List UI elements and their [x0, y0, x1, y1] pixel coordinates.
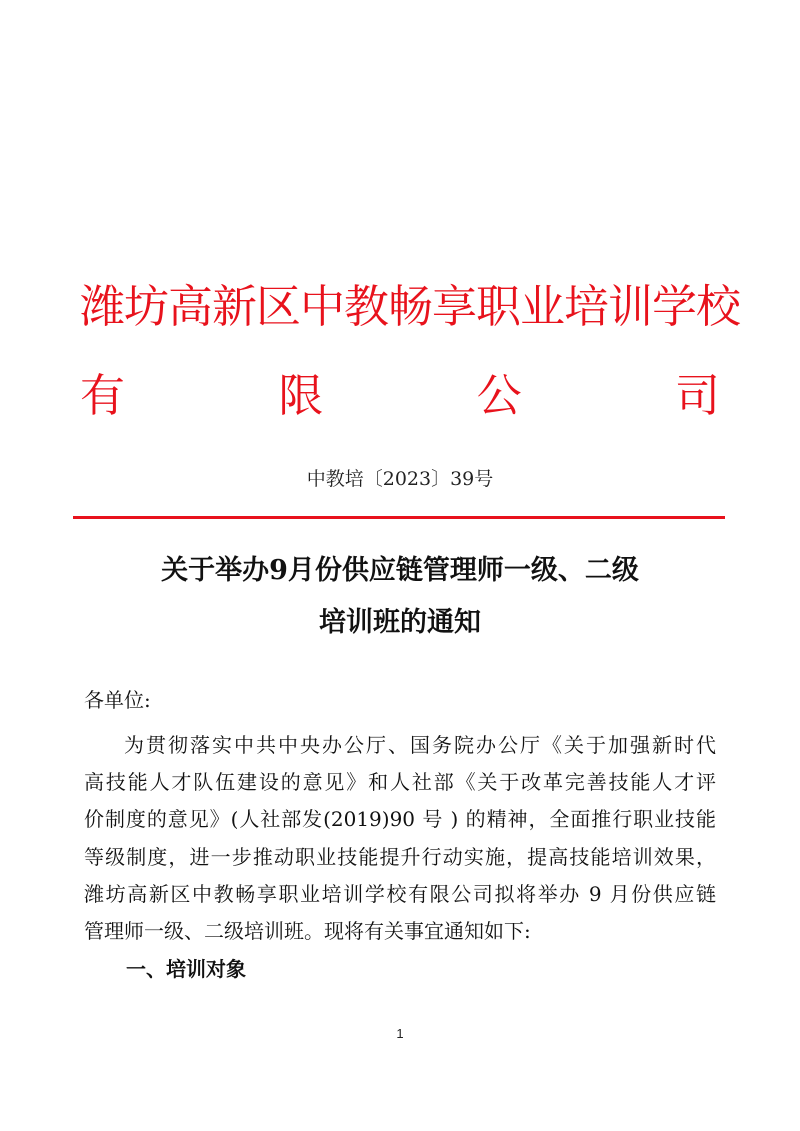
body-line: 价制度的意见》(人社部发(2019)90 号 ) 的精神，全面推行职业技能 — [84, 807, 716, 831]
document-title-line1: 关于举办9月份供应链管理师一级、二级 — [161, 555, 639, 586]
letterhead-char: 限 — [278, 369, 324, 422]
letterhead-org-name-line2 — [80, 367, 720, 427]
body-line: 等级制度，进一步推动职业技能提升行动实施，提高技能培训效果， — [84, 845, 716, 869]
document-title-line2: 培训班的通知 — [319, 607, 481, 638]
document-number: 中教培〔2023〕39号 — [306, 468, 494, 490]
salutation: 各单位: — [84, 688, 151, 712]
body-line: 潍坊高新区中教畅享职业培训学校有限公司拟将举办 9 月份供应链 — [84, 882, 716, 906]
body-line: 管理师一级、二级培训班。现将有关事宜通知如下: — [84, 919, 531, 943]
page-number: 1 — [396, 1026, 404, 1041]
red-divider-rule — [73, 516, 725, 519]
section-heading-training-target: 一、培训对象 — [126, 957, 246, 981]
letterhead-char: 有 — [80, 369, 126, 422]
letterhead-char: 司 — [674, 369, 720, 422]
body-line: 高技能人才队伍建设的意见》和人社部《关于改革完善技能人才评 — [84, 770, 716, 794]
letterhead-org-name-line1: 潍坊高新区中教畅享职业培训学校 — [80, 280, 741, 333]
letterhead-char: 公 — [476, 369, 522, 422]
body-line: 为贯彻落实中共中央办公厅、国务院办公厅《关于加强新时代 — [124, 733, 716, 757]
